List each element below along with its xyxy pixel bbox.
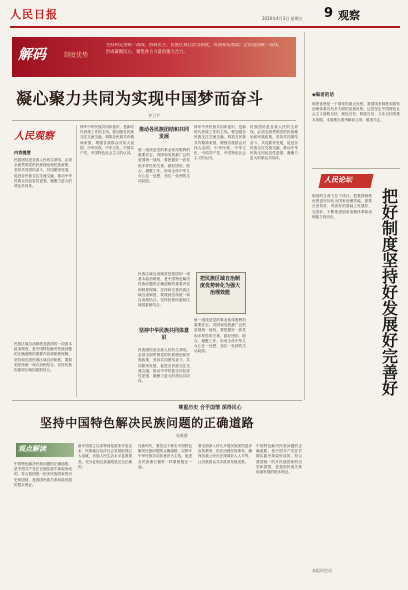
subhead-2: 把民族区域自治制度优势转化为强大治理效能 (199, 276, 240, 296)
bottom-column-4: 要全面深入持久开展民族团结进步宣传教育，依法治理民族事务，确保各族公民在法律面前人人平等，让各族群众共享改革发展成果。 (198, 444, 252, 464)
body-column-2c: 民族团结是各族人民的生命线。必须全面贯彻党的民族理论和民族政策，坚持共同团结奋斗、共同繁荣发展，促进各民族交往交流交融，推动中华民族走向包容性更强、凝聚力更大的命运共同体。 (138, 348, 190, 384)
banner-tag: 制度优势 (64, 52, 89, 59)
summary-label: 内容提要 (14, 150, 31, 155)
sidebar-separator (304, 32, 305, 400)
bottom-rule (12, 400, 302, 401)
editor-note-text: 制度优势是一个国家的最大优势。我国国家制度和国家治理体系具有多方面的显著优势，这是坚定中国特色社会主义道路自信、理论自信、制度自信、文化自信的基本依据。本版推出系列解读文章，敬请关注。 (312, 102, 400, 122)
body-column-2: 统一战线是党的事业取得胜利的重要法宝。巩固和发展最广泛的爱国统一战线，要把握好一致性和多样性的关系，做好团结、联合、凝聚工作，形成全体中华儿女心往一处想、劲往一处使的生动局面。 (138, 148, 190, 184)
sidebar-author: 本报评论员 (312, 568, 332, 573)
summary-text-2: 民族区域自治制度是我国的一项基本政治制度，是中国特色解决民族问题的正确道路的重要内容和制度保障。坚持和完善民族区域自治制度，要做到坚持统一和自治相结合、坚持民族因素和区域因素相结合。 (14, 342, 72, 373)
bottom-column-2: 新中国成立以来特别是改革开放以来，民族地区经济社会发展取得巨大成就，各族人民生活水平显著提高，充分证明这条道路是完全正确的。 (78, 444, 132, 469)
bottom-column-3: 在新时代，要坚定不移走中国特色解决民族问题的正确道路，以铸牢中华民族共同体意识为主线，促进各民族像石榴籽一样紧紧抱在一起。 (138, 444, 192, 469)
body-column-3: 铸牢中华民族共同体意识，是新时代民族工作的主线。要加强各民族交往交流交融，构筑各民族共有精神家园，增强各族群众对伟大祖国、中华民族、中华文化、中国共产党、中国特色社会主义的认同。 (194, 125, 246, 161)
bottom-headline: 坚持中国特色解决民族问题的正确道路 (40, 416, 255, 430)
subhead-1: 推动各民族团结和共同发展 (138, 127, 189, 140)
section-title: 观察 (338, 9, 360, 22)
sidebar-vertical-title (376, 188, 402, 398)
column-separator (76, 125, 77, 397)
forum-badge-label: 人民论坛 (324, 176, 352, 184)
banner-title: 解码 (18, 47, 46, 63)
bottom-byline: 朱维群 (176, 433, 188, 438)
main-byline: 齐卫平 (148, 113, 160, 118)
sidebar-body: 制度的生命力在于执行。把我国制度优势更好转化为国家治理效能，需要在坚持好、巩固好的基础上发展好、完善好，不断推进国家治理体系和治理能力现代化。 (312, 194, 372, 219)
sidebar-rule (312, 168, 400, 169)
summary-text: 民族团结是各族人民的生命线。必须全面贯彻党的民族理论和民族政策，坚持共同团结奋斗、共同繁荣发展，促进各民族交往交流交融，推动中华民族走向包容性更强、凝聚力更大的命运共同体。 (14, 158, 72, 189)
renmin-guancha-logo: 人民观察 (14, 131, 54, 142)
body-column-3b: 统一战线是党的事业取得胜利的重要法宝。巩固和发展最广泛的爱国统一战线，要把握好一致性和多样性的关系，做好团结、联合、凝聚工作，形成全体中华儿女心往一处想、劲往一处使的生动局面。 (194, 318, 246, 354)
bottom-column-5: 中国特色解决民族问题的正确道路，是中国共产党在长期实践中探索形成的，符合我国统一的多民族国家的历史和国情，是我国民族关系和谐发展的根本保证。 (256, 444, 302, 475)
subhead-3: 坚持中华民族共同体意识 (138, 328, 189, 341)
paper-logo: 人民日报 (10, 8, 58, 21)
banner-description: 坚持和完善统一战线、协商民主、民族区域自治等制度，巩固和发展最广泛的爱国统一战线，形成凝聚民心、聚集各方力量的强大合力。 (106, 43, 283, 55)
headline-rule (12, 120, 296, 121)
main-headline: 凝心聚力共同为实现中国梦而奋斗 (16, 89, 264, 108)
editor-note-label: ◆编者的话 (312, 93, 334, 98)
body-column-4: 民族团结是各族人民的生命线。必须全面贯彻党的民族理论和民族政策，坚持共同团结奋斗、共同繁荣发展，促进各民族交往交流交融，推动中华民族走向包容性更强、凝聚力更大的命运共同体。 (250, 125, 298, 161)
page-number: 9 (324, 6, 334, 21)
vertical-title-text: 把好制度坚持好发展好完善好 (379, 188, 399, 396)
top-rule (10, 26, 400, 28)
date-line: 2020年4月3日 星期五 (262, 16, 303, 21)
body-column-2b: 民族区域自治制度是我国的一项基本政治制度，是中国特色解决民族问题的正确道路的重要内容和制度保障。坚持和完善民族区域自治制度，要做到坚持统一和自治相结合、坚持民族因素和区域因素相结合。 (138, 272, 190, 308)
viewpoint-badge-label: 观点解读 (18, 445, 46, 453)
bottom-column-1: 中国特色解决民族问题的正确道路，是中国共产党在长期实践中探索形成的，符合我国统一的多民族国家的历史和国情，是我国民族关系和谐发展的根本保证。 (14, 462, 72, 487)
bottom-kicker: 尊重历史 合乎国情 深得民心 (178, 405, 242, 411)
body-column-1: 铸牢中华民族共同体意识，是新时代民族工作的主线。要加强各民族交往交流交融，构筑各民族共有精神家园，增强各族群众对伟大祖国、中华民族、中华文化、中国共产党、中国特色社会主义的认同。 (80, 125, 134, 156)
